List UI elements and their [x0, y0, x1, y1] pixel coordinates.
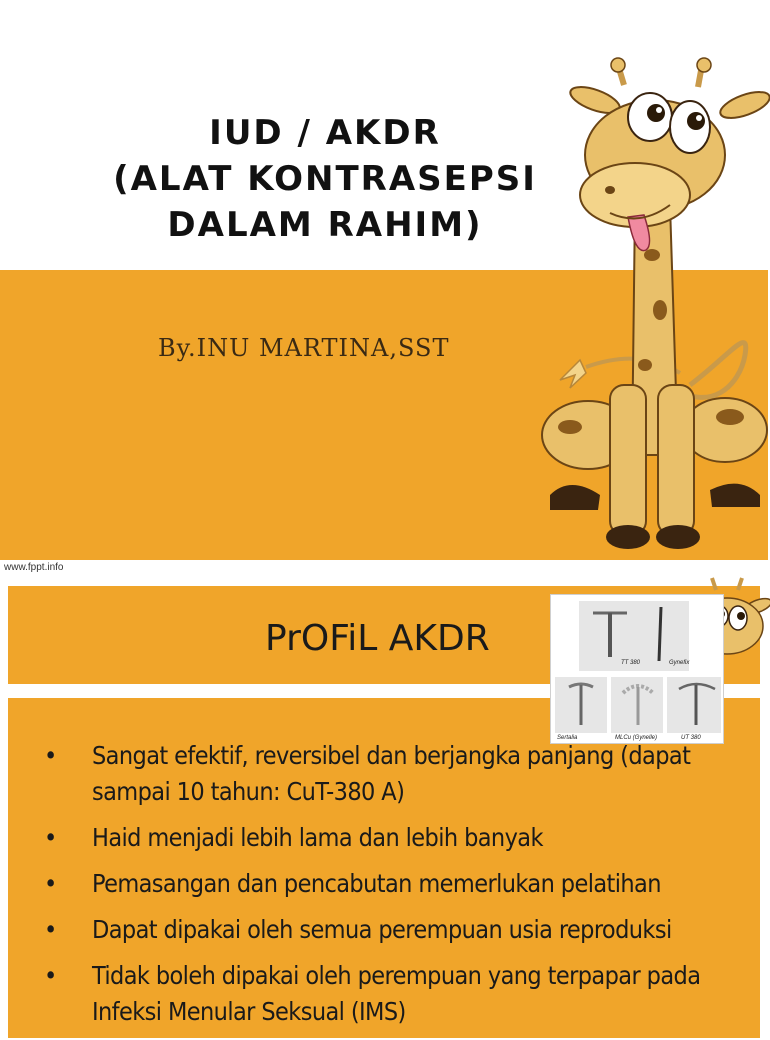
- content-slide: [0, 576, 768, 1024]
- giraffe-illustration: [540, 55, 770, 555]
- bullet-icon: •: [44, 915, 57, 944]
- list-item: [44, 820, 734, 856]
- caption-ut380: UT 380: [681, 735, 701, 741]
- title-line-1: IUD / AKDR: [209, 113, 441, 153]
- bullet-text: Tidak boleh dipakai oleh perempuan yang terpapar pada Infeksi Menular Seksual (IMS): [92, 961, 701, 1026]
- iud-variants-icon: [555, 677, 721, 733]
- caption-sertalia: Sertalia: [557, 735, 578, 741]
- bullet-text: Sangat efektif, reversibel dan berjangka panjang (dapat sampai 10 tahun: CuT-380 A): [92, 741, 691, 806]
- caption-mlcu: MLCu (Gynelle): [615, 735, 658, 741]
- iud-types-photo: [550, 594, 724, 744]
- author-byline: By.INU MARTINA,SST: [158, 334, 450, 362]
- bullet-text: Pemasangan dan pencabutan memerlukan pelatihan: [92, 869, 661, 898]
- slide-title: [40, 110, 610, 248]
- watermark-url: www.fppt.info: [4, 562, 64, 573]
- bullet-text: Dapat dipakai oleh semua perempuan usia reproduksi: [92, 915, 672, 944]
- slide-heading: PrOFiL AKDR: [265, 618, 490, 659]
- bullet-text: Haid menjadi lebih lama dan lebih banyak: [92, 823, 543, 852]
- list-item: [44, 866, 734, 902]
- list-item: [44, 958, 734, 1030]
- bullet-icon: •: [44, 869, 57, 898]
- bullet-list: [44, 738, 734, 1040]
- title-line-3: DALAM RAHIM): [167, 205, 483, 245]
- title-line-2: (ALAT KONTRASEPSI: [113, 159, 537, 199]
- caption-gynefix: Gynefix: [669, 660, 690, 666]
- list-item: [44, 738, 734, 810]
- caption-tt380: TT 380: [621, 660, 641, 666]
- bullet-icon: •: [44, 741, 57, 770]
- list-item: [44, 912, 734, 948]
- bullet-icon: •: [44, 823, 57, 852]
- bullet-icon: •: [44, 961, 57, 990]
